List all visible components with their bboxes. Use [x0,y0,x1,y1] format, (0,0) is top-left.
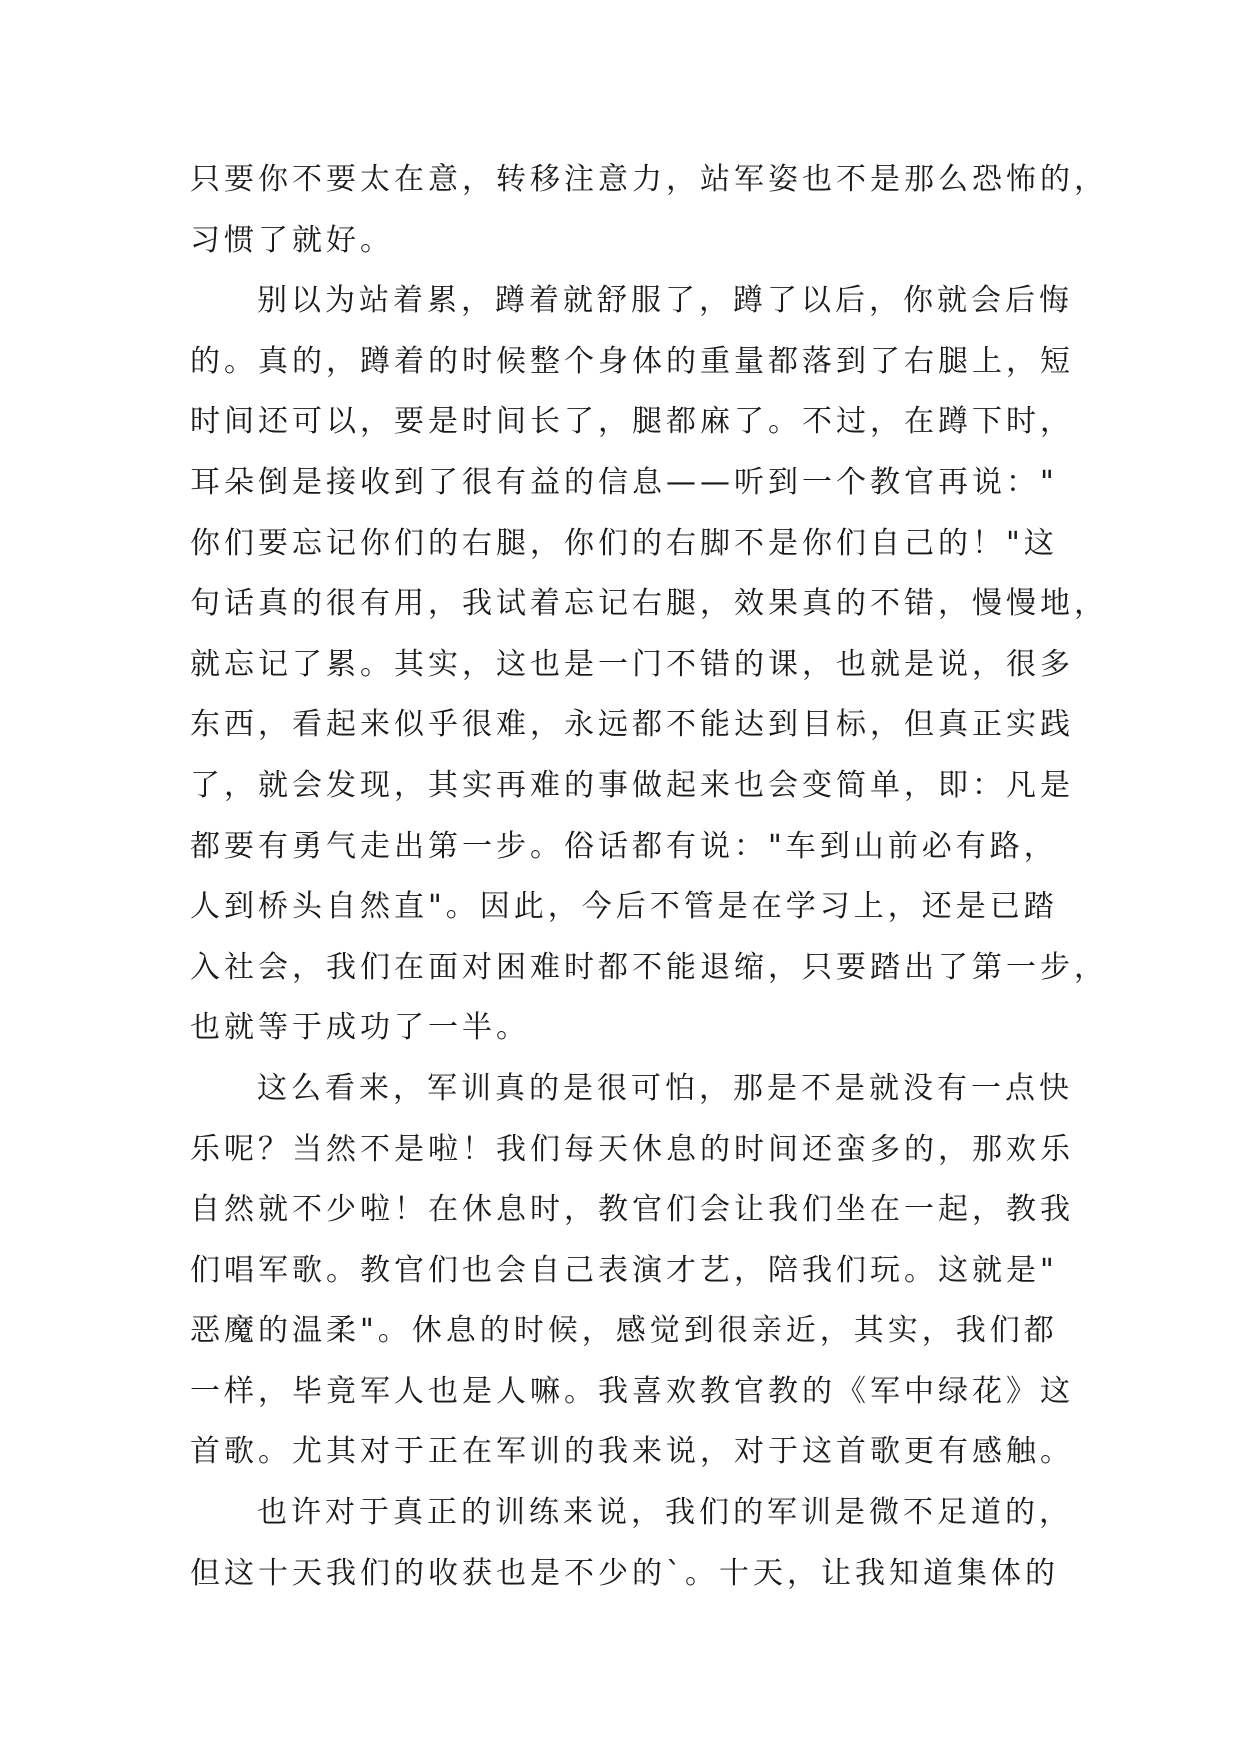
text-line: 人到桥头自然直"。因此，今后不管是在学习上，还是已踏 [190,889,1058,925]
body-text [190,150,1108,1604]
text-line: 也就等于成功了一半。 [190,1010,530,1046]
text-line: 乐呢？当然不是啦！我们每天休息的时间还蛮多的，那欢乐 [190,1131,1074,1167]
text-line: 句话真的很有用，我试着忘记右腿，效果真的不错，慢慢地， [190,586,1108,622]
text-line: 你们要忘记你们的右腿，你们的右脚不是你们自己的！"这 [190,525,1058,561]
text-line: 但这十天我们的收获也是不少的`。十天，让我知道集体的 [190,1555,1059,1591]
text-line: 习惯了就好。 [190,222,394,258]
text-line-paragraph-start: 别以为站着累，蹲着就舒服了，蹲了以后，你就会后悔 [257,283,1073,319]
text-line-paragraph-start: 这么看来，军训真的是很可怕，那是不是就没有一点快 [257,1070,1073,1106]
text-line: 们唱军歌。教官们也会自己表演才艺，陪我们玩。这就是" [190,1252,1058,1288]
text-line-paragraph-start: 也许对于真正的训练来说，我们的军训是微不足道的， [257,1495,1073,1531]
text-line: 一样，毕竟军人也是人嘛。我喜欢教官教的《军中绿花》这 [190,1373,1074,1409]
text-line: 了，就会发现，其实再难的事做起来也会变简单，即：凡是 [190,767,1074,803]
text-line: 的。真的，蹲着的时候整个身体的重量都落到了右腿上，短 [190,343,1074,379]
text-line: 耳朵倒是接收到了很有益的信息——听到一个教官再说：" [190,464,1058,500]
text-line: 就忘记了累。其实，这也是一门不错的课，也就是说，很多 [190,646,1074,682]
text-line: 入社会，我们在面对困难时都不能退缩，只要踏出了第一步， [190,949,1108,985]
text-line: 只要你不要太在意，转移注意力，站军姿也不是那么恐怖的， [190,162,1108,197]
text-line: 首歌。尤其对于正在军训的我来说，对于这首歌更有感触。 [190,1434,1074,1470]
text-line: 东西，看起来似乎很难，永远都不能达到目标，但真正实践 [190,707,1074,743]
text-line: 恶魔的温柔"。休息的时候，感觉到很亲近，其实，我们都 [190,1313,1058,1349]
text-line: 自然就不少啦！在休息时，教官们会让我们坐在一起，教我 [190,1192,1074,1228]
text-line: 都要有勇气走出第一步。俗话都有说："车到山前必有路， [190,828,1058,864]
text-line: 时间还可以，要是时间长了，腿都麻了。不过，在蹲下时， [190,404,1074,440]
